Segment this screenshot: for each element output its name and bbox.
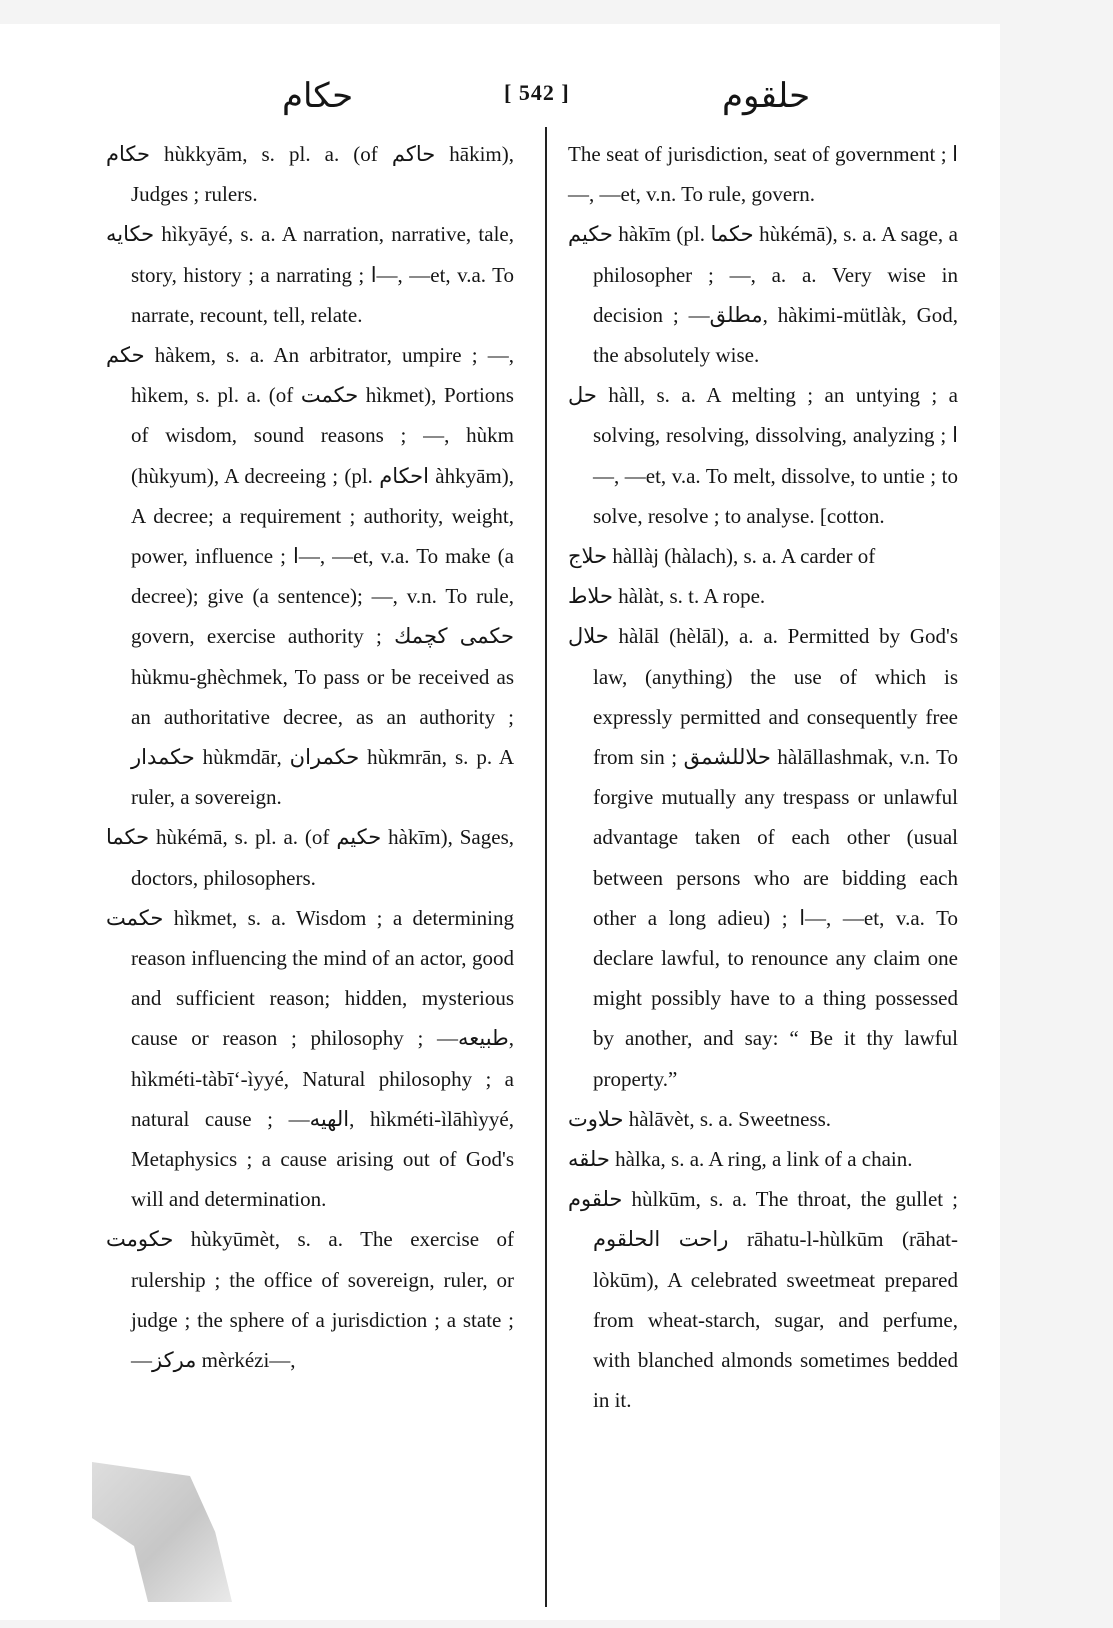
dictionary-entry: حلال hàlāl (hèlāl), a. a. Permitted by God's law, (anything) the use of which is expressly permitted and consequently free from sin ; حلاللشمق hàlāllashmak, v.n. To forgive mutually any trespass or unlawful advantage taken of each other (usual between persons who are bidding each other a long adieu) ; ا—, —et, v.a. To declare lawful, to renounce any claim one might possibly have to a thing possessed by another, and say: “ Be it thy lawful property.”: [568, 624, 958, 1091]
dictionary-entry: حكام hùkkyām, s. pl. a. (of حاكم hākim), Judges ; rulers.: [106, 142, 514, 207]
dictionary-entry: حكيم hàkīm (pl. حكما hùkémā), s. a. A sage, a philosopher ; —, a. a. Very wise in decision ; —مطلق, hàkimi-mütlàk, God, the absolutely wise.: [568, 222, 958, 368]
page-number: [ 542 ]: [504, 80, 570, 105]
dictionary-entry: حلاوت hàlāvèt, s. a. Sweetness.: [568, 1106, 832, 1131]
dictionary-entry: حلاج hàllàj (hàlach), s. a. A carder of: [568, 544, 876, 569]
dictionary-entry-continued: The seat of jurisdiction, seat of government ; ا—, —et, v.n. To rule, govern.: [568, 142, 958, 207]
dictionary-entry: حلقه hàlka, s. a. A ring, a link of a chain.: [568, 1147, 913, 1172]
dictionary-entry: حل hàll, s. a. A melting ; an untying ; a solving, resolving, dissolving, analyzing ; ا—, —et, v.a. To melt, dissolve, to untie ; to solve, resolve ; to analyse. [cotton.: [568, 383, 958, 528]
dictionary-page: [0, 24, 1000, 1620]
dictionary-entry: حكم hàkem, s. a. An arbitrator, umpire ; —, hìkem, s. pl. a. (of حكمت hìkmet), Portions of wisdom, sound reasons ; —, hùkm (hùkyum), A decreeing ; (pl. احكام àhkyām), A decree; a requirement ; authority, weight, power, influence ; ا—, —et, v.a. To make (a decree); give (a sentence); —, v.n. To rule, govern, exercise authority ; حكمى كچمك hùkmu-ghèchmek, To pass or be received as an authoritative decree, as an authority ; حكمدار hùkmdār, حكمران hùkmrān, s. p. A ruler, a sovereign.: [106, 343, 514, 810]
dictionary-entry: حلقوم hùlkūm, s. a. The throat, the gullet ; راحت الحلقوم rāhatu-l-hùlkūm (rāhat-lòkūm), A celebrated sweetmeat prepared from wheat-starch, sugar, and perfume, with blanched almonds sometimes bedded in it.: [568, 1187, 958, 1413]
dictionary-entry: حلاط hàlàt, s. t. A rope.: [568, 584, 766, 609]
right-column: [568, 134, 958, 1421]
dictionary-entry: حكومت hùkyūmèt, s. a. The exercise of rulership ; the office of sovereign, ruler, or judge ; the sphere of a jurisdiction ; a state ; —مركز mèrkézi—,: [106, 1227, 514, 1373]
dictionary-entry: حكمت hìkmet, s. a. Wisdom ; a determining reason influencing the mind of an actor, good and sufficient reason; hidden, mysterious cause or reason ; philosophy ; —طبيعه, hìkméti-tàbīʻ-ìyyé, Natural philosophy ; a natural cause ; —الهيه, hìkméti-ìlāhìyyé, Metaphysics ; a cause arising out of God's will and determination.: [106, 905, 514, 1212]
page-header: [0, 76, 1000, 120]
dictionary-entry: حكما hùkémā, s. pl. a. (of حكيم hàkīm), Sages, doctors, philosophers.: [106, 825, 514, 890]
column-divider: [545, 127, 547, 1607]
page-corner-shadow: [92, 1462, 232, 1602]
header-catchword-right: حلقوم: [722, 78, 811, 115]
left-column: [106, 134, 514, 1380]
dictionary-entry: حكايه hìkyāyé, s. a. A narration, narrative, tale, story, history ; a narrating ; ا—, —et, v.a. To narrate, recount, tell, relate.: [106, 222, 514, 327]
header-catchword-left: حكام: [282, 78, 354, 115]
